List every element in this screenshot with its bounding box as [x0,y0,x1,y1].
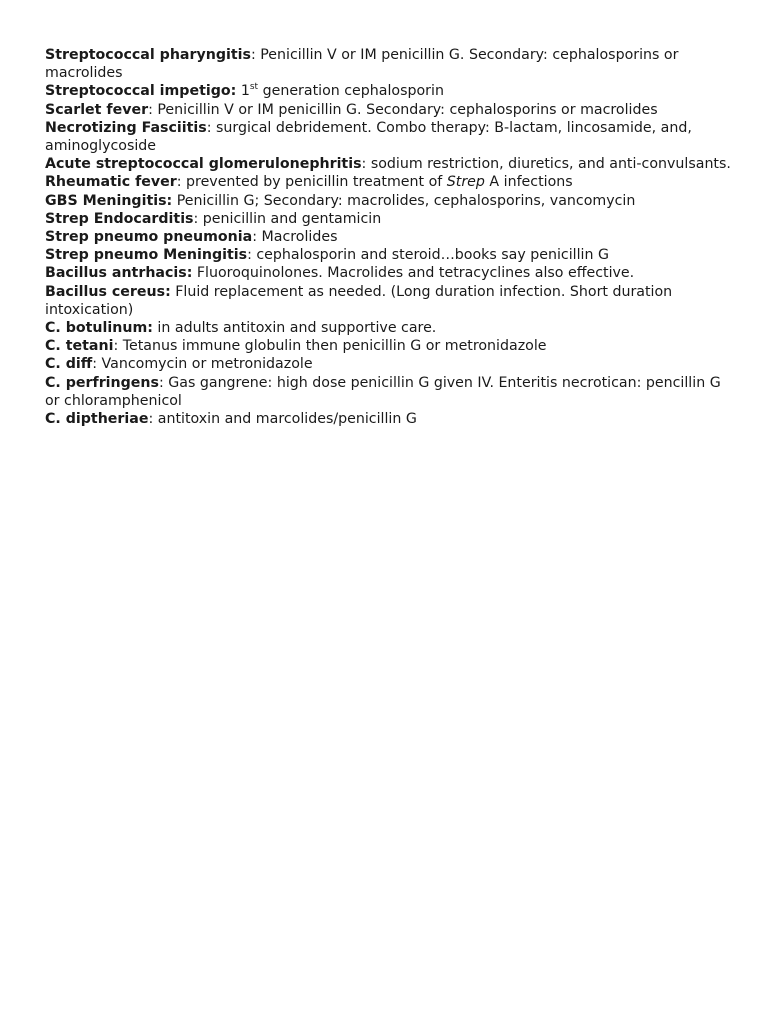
entry-term: Rheumatic fever [45,174,177,191]
entry-text: Penicillin G; Secondary: macrolides, cephalosporins, vancomycin [172,192,636,209]
entry-term: Strep Endocarditis [45,210,194,227]
entry-term: Bacillus cereus: [45,283,171,300]
entry-term: C. diff [45,356,93,373]
entry-streptococcal-impetigo [45,82,735,100]
entry-necrotizing-fasciitis [45,119,735,155]
entry-bacillus-cereus [45,283,735,319]
entry-text: Fluoroquinolones. Macrolides and tetracyclines also effective. [192,265,635,282]
entry-term: Strep pneumo pneumonia [45,229,253,246]
entry-scarlet-fever [45,101,735,119]
entry-text: A infections [484,174,573,191]
entry-text: Fluid replacement as needed. (Long duration infection. Short duration intoxication) [45,283,673,318]
entry-text: : Vancomycin or metronidazole [92,356,313,373]
entry-text: : sodium restriction, diuretics, and anti-convulsants. [361,156,731,173]
entry-text: : antitoxin and marcolides/penicillin G [148,411,417,428]
entry-bacillus-anthracis [45,264,735,282]
entry-text: : Penicillin V or IM penicillin G. Secondary: cephalosporins or macrolides [148,101,658,118]
entry-c-botulinum [45,319,735,337]
entry-c-tetani [45,337,735,355]
entry-term: C. botulinum: [45,320,153,337]
entry-strep-endocarditis [45,210,735,228]
ordinal-superscript: st [249,82,259,93]
entry-text: 1 [236,83,250,100]
entry-c-perfringens [45,374,735,410]
entry-rheumatic-fever [45,173,735,191]
entry-term: Necrotizing Fasciitis [45,119,207,136]
entry-text: : cephalosporin and steroid…books say penicillin G [247,247,609,264]
entry-term: Bacillus antrhacis: [45,265,193,282]
entry-strep-pneumo-pneumonia [45,228,735,246]
entry-text: : Penicillin V or IM penicillin G. Secondary: cephalosporins or macrolides [45,47,679,82]
document-page [45,46,735,428]
entry-strep-pneumo-meningitis [45,246,735,264]
entry-text: : penicillin and gentamicin [193,210,382,227]
entry-italic-text: Strep [446,174,485,191]
entry-streptococcal-pharyngitis [45,46,735,82]
entry-text: : Gas gangrene: high dose penicillin G given IV. Enteritis necrotican: pencillin G or chloramphenicol [45,374,721,409]
entry-c-diff [45,355,735,373]
entry-term: Streptococcal pharyngitis [45,47,251,63]
entry-text: in adults antitoxin and supportive care. [152,320,437,337]
entry-text: : Tetanus immune globulin then penicillin G or metronidazole [113,338,547,355]
entry-term: C. tetani [45,338,114,355]
entry-term: Streptococcal impetigo: [45,83,237,100]
entry-term: C. perfringens [45,374,159,391]
entry-term: GBS Meningitis: [45,192,173,209]
entry-acute-glomerulonephritis [45,155,735,173]
entry-term: Acute streptococcal glomerulonephritis [45,156,362,173]
entry-term: Strep pneumo Meningitis [45,247,248,264]
entry-text: : surgical debridement. Combo therapy: B-lactam, lincosamide, and, aminoglycoside [45,119,692,155]
entry-c-diptheriae [45,410,735,428]
entry-text: generation cephalosporin [258,83,444,100]
entry-text: : prevented by penicillin treatment of [176,174,447,191]
entry-term: C. diptheriae [45,411,149,428]
entry-text: : Macrolides [252,229,338,246]
entry-term: Scarlet fever [45,101,149,118]
entry-gbs-meningitis [45,192,735,210]
